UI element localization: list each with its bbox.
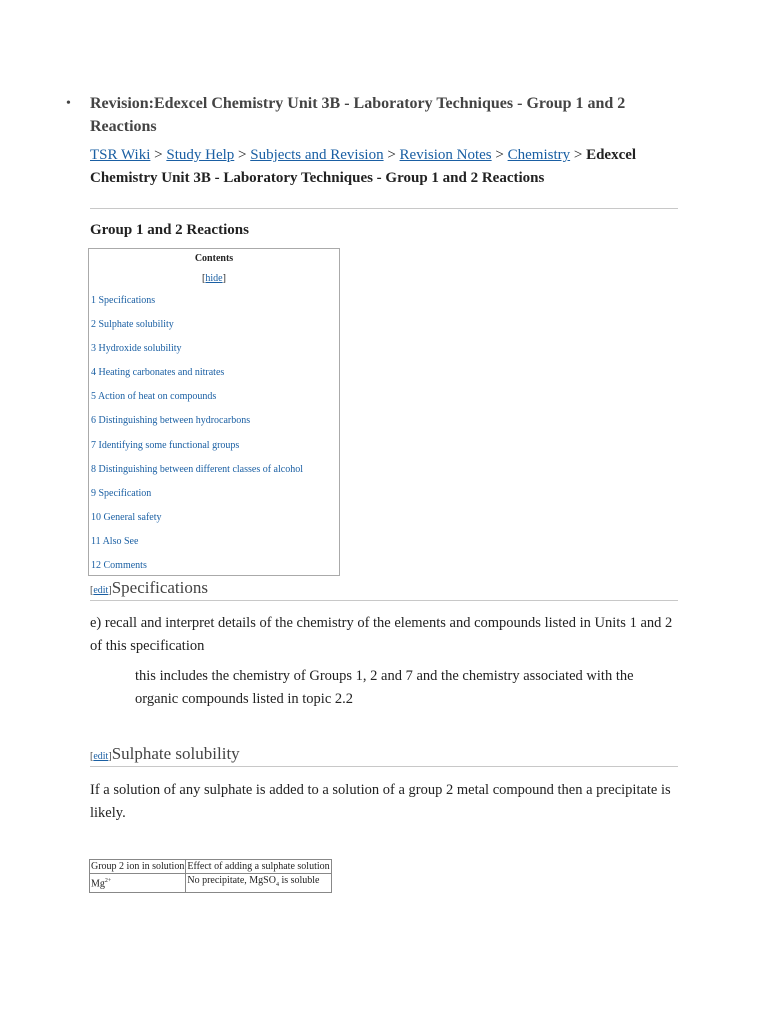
edit-control: [edit] xyxy=(90,585,112,596)
toc-hide-link[interactable]: hide xyxy=(205,273,223,284)
breadcrumb-separator: > xyxy=(387,147,396,163)
header-divider xyxy=(90,208,678,209)
table-header-row xyxy=(90,860,332,874)
breadcrumb xyxy=(90,144,680,190)
table-row xyxy=(90,874,332,893)
table-header-cell: Effect of adding a sulphate solution xyxy=(187,861,330,872)
breadcrumb-separator: > xyxy=(238,147,247,163)
ion-symbol: Mg xyxy=(91,878,105,890)
section-title-sulphate-solubility: Sulphate solubility xyxy=(111,744,240,763)
toc-item xyxy=(91,319,303,343)
toc-link-specifications[interactable]: 1 Specifications xyxy=(91,295,156,306)
effect-subscript: 4 xyxy=(275,882,279,888)
toc-item xyxy=(91,488,303,512)
toc-item xyxy=(91,415,303,439)
toc-item xyxy=(91,343,303,367)
toc-item xyxy=(91,367,303,391)
toc-item xyxy=(91,440,303,464)
article-heading: Group 1 and 2 Reactions xyxy=(90,222,249,238)
table-cell-ion xyxy=(90,874,186,893)
toc-item xyxy=(91,391,303,415)
page-title: Revision:Edexcel Chemistry Unit 3B - Laboratory Techniques - Group 1 and 2 Reactions xyxy=(90,95,626,135)
toc-link-heating-carbonates[interactable]: 4 Heating carbonates and nitrates xyxy=(91,367,225,379)
toc-link-classes-of-alcohol[interactable]: 8 Distinguishing between different classes of alcohol xyxy=(91,463,303,475)
toc-link-specification[interactable]: 9 Specification xyxy=(91,487,152,499)
list-bullet: • xyxy=(66,96,71,111)
table-header-cell: Group 2 ion in solution xyxy=(91,861,185,872)
breadcrumb-current: Edexcel Chemistry Unit 3B - Laboratory Techniques - Group 1 and 2 Reactions xyxy=(90,147,637,186)
breadcrumb-link-study-help[interactable]: Study Help xyxy=(166,147,235,163)
table-of-contents xyxy=(88,248,340,576)
toc-item xyxy=(91,512,303,536)
section-heading-specifications xyxy=(90,578,208,598)
edit-control: [edit] xyxy=(90,751,112,762)
section-divider xyxy=(90,600,678,601)
toc-item xyxy=(91,464,303,488)
sulphate-solubility-text: If a solution of any sulphate is added to a solution of a group 2 metal compound then a precipitate is likely. xyxy=(90,782,671,821)
toc-link-functional-groups[interactable]: 7 Identifying some functional groups xyxy=(91,439,240,451)
edit-link-specifications[interactable]: edit xyxy=(93,585,109,596)
toc-link-hydroxide-solubility[interactable]: 3 Hydroxide solubility xyxy=(91,343,182,355)
sulphate-solubility-table xyxy=(89,859,332,893)
toc-hide-control: [hide] xyxy=(202,273,226,284)
breadcrumb-link-subjects-and-revision[interactable]: Subjects and Revision xyxy=(250,147,384,163)
breadcrumb-link-tsr-wiki[interactable]: TSR Wiki xyxy=(90,147,151,163)
toc-item xyxy=(91,536,303,560)
ion-charge: 2+ xyxy=(104,878,112,885)
toc-link-general-safety[interactable]: 10 General safety xyxy=(91,511,162,523)
breadcrumb-separator: > xyxy=(495,147,504,163)
toc-item xyxy=(91,295,303,319)
edit-link-sulphate-solubility[interactable]: edit xyxy=(93,751,109,762)
breadcrumb-link-revision-notes[interactable]: Revision Notes xyxy=(399,147,492,163)
section-title-specifications: Specifications xyxy=(111,578,208,597)
toc-link-distinguishing-hydrocarbons[interactable]: 6 Distinguishing between hydrocarbons xyxy=(91,415,251,427)
specifications-text: e) recall and interpret details of the chemistry of the elements and compounds listed in Units 1 and 2 of this specification xyxy=(90,615,673,654)
effect-text-suffix: is soluble xyxy=(278,875,320,886)
breadcrumb-separator: > xyxy=(154,147,163,163)
table-cell-effect xyxy=(186,874,331,893)
section-divider xyxy=(90,766,678,767)
toc-title: Contents xyxy=(194,253,234,264)
section-heading-sulphate-solubility xyxy=(90,744,240,764)
toc-link-sulphate-solubility[interactable]: 2 Sulphate solubility xyxy=(91,319,174,331)
breadcrumb-separator: > xyxy=(573,147,583,163)
effect-text-prefix: No precipitate, MgSO xyxy=(187,875,276,886)
toc-link-also-see[interactable]: 11 Also See xyxy=(91,535,139,547)
toc-link-action-of-heat[interactable]: 5 Action of heat on compounds xyxy=(91,391,217,403)
toc-link-comments[interactable]: 12 Comments xyxy=(91,560,147,572)
specifications-indented-text: this includes the chemistry of Groups 1, 2 and 7 and the chemistry associated with the organic compounds listed in topic 2.2 xyxy=(135,668,634,707)
toc-list xyxy=(91,295,303,584)
breadcrumb-link-chemistry[interactable]: Chemistry xyxy=(507,147,571,163)
